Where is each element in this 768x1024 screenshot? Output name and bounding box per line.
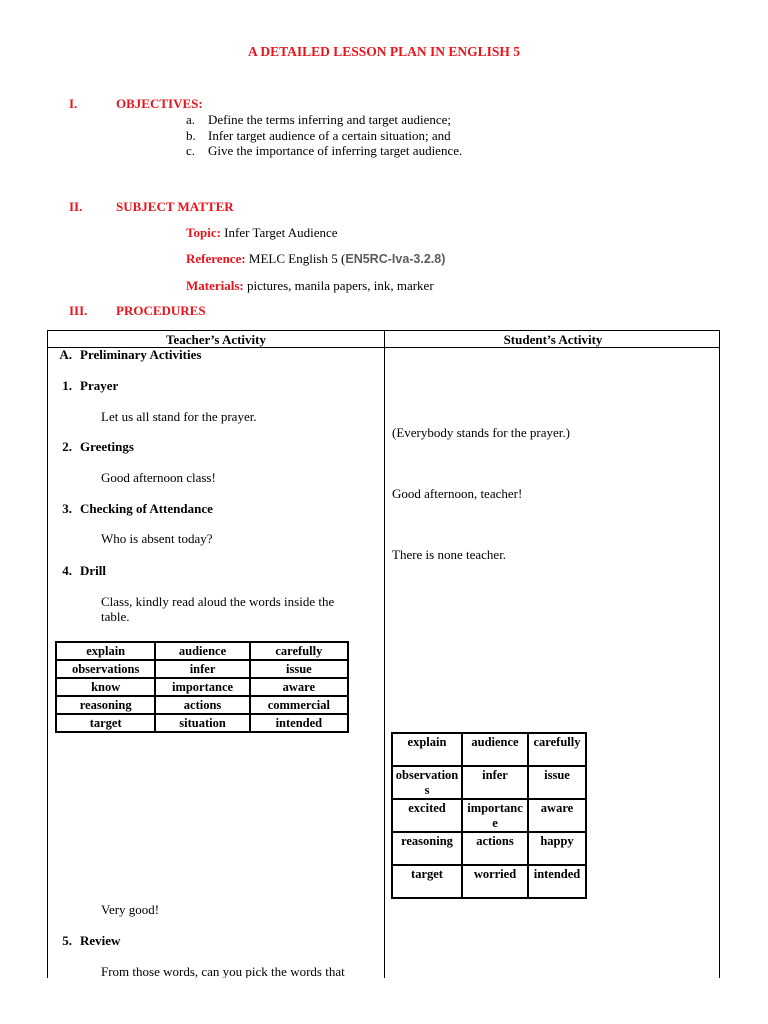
table-row: reasoning actions happy: [392, 832, 586, 865]
table-row: observations infer issue: [56, 660, 348, 678]
objective-item: b. Infer target audience of a certain situation; and: [186, 127, 451, 143]
student-greetings-text: Good afternoon, teacher!: [392, 486, 523, 501]
document-title: A DETAILED LESSON PLAN IN ENGLISH 5: [247, 44, 521, 59]
step-attendance-heading: 3. Checking of Attendance: [62, 501, 213, 516]
section-a-heading: A. Preliminary Activities: [59, 347, 202, 362]
step-review-heading: 5. Review: [62, 933, 121, 948]
procedures-heading: PROCEDURES: [116, 303, 206, 318]
teacher-attendance-text: Who is absent today?: [101, 531, 213, 546]
student-word-table: [391, 732, 587, 899]
student-attendance-text: There is none teacher.: [392, 547, 507, 562]
table-row: target situation intended: [56, 714, 348, 732]
reference-label: Reference:: [186, 251, 246, 266]
student-activity-header: Student’s Activity: [503, 332, 603, 347]
subject-matter-numeral: II.: [69, 199, 83, 214]
student-prayer-text: (Everybody stands for the prayer.): [392, 425, 570, 440]
teacher-greetings-text: Good afternoon class!: [101, 470, 216, 485]
teacher-very-good-text: Very good!: [101, 902, 160, 917]
table-row: explain audience carefully: [56, 642, 348, 660]
reference-value: MELC English 5: [248, 251, 338, 266]
topic-line: [186, 225, 338, 241]
reference-open-paren: (: [341, 251, 346, 266]
column-divider: [384, 331, 385, 978]
topic-value: Infer Target Audience: [224, 225, 338, 240]
teacher-activity-header: Teacher’s Activity: [165, 332, 266, 347]
teacher-prayer-text: Let us all stand for the prayer.: [101, 409, 257, 424]
table-row: observations infer issue: [392, 766, 586, 799]
step-greetings-heading: 2. Greetings: [62, 439, 134, 454]
subject-matter-heading: SUBJECT MATTER: [116, 199, 234, 214]
objectives-numeral: I.: [69, 96, 78, 111]
teacher-review-text: From those words, can you pick the words that: [101, 964, 345, 978]
procedures-table: [47, 330, 720, 978]
teacher-drill-text-line2: table.: [101, 609, 130, 624]
table-row: target worried intended: [392, 865, 586, 898]
reference-line: [186, 251, 445, 267]
topic-label: Topic:: [186, 225, 221, 240]
teacher-word-table: [55, 641, 349, 733]
objectives-heading: OBJECTIVES:: [116, 96, 203, 111]
materials-line: [186, 278, 434, 294]
materials-label: Materials:: [186, 278, 244, 293]
table-row: excited importance aware: [392, 799, 586, 832]
table-row: know importance aware: [56, 678, 348, 696]
reference-code: EN5RC-Iva-3.2.8): [345, 252, 446, 266]
teacher-drill-text-line1: Class, kindly read aloud the words inside the: [101, 594, 335, 609]
step-prayer-heading: 1. Prayer: [62, 378, 119, 393]
materials-value: pictures, manila papers, ink, marker: [247, 278, 434, 293]
procedures-numeral: III.: [69, 303, 88, 318]
table-row: reasoning actions commercial: [56, 696, 348, 714]
objective-item: a. Define the terms inferring and target audience;: [186, 112, 452, 127]
table-row: explain audience carefully: [392, 733, 586, 766]
step-drill-heading: 4. Drill: [62, 563, 106, 578]
objective-item: c. Give the importance of inferring target audience.: [186, 143, 463, 158]
objectives-list: [186, 112, 462, 159]
